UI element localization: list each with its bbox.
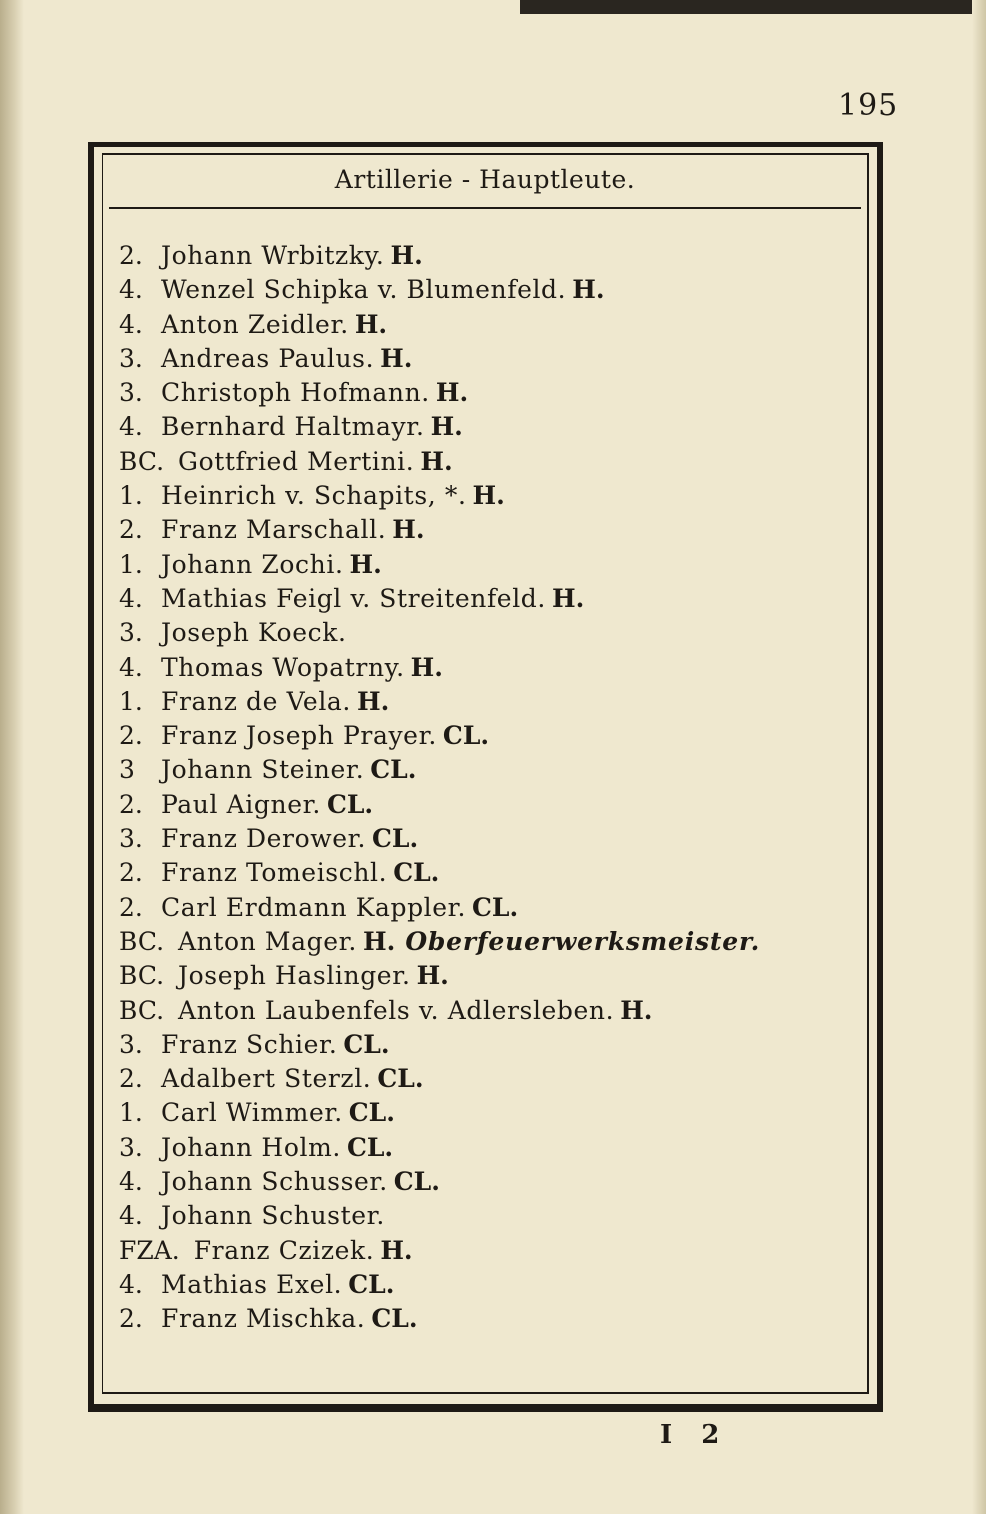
entry-rank: CL. <box>371 1304 418 1334</box>
entry-name: Franz de Vela. <box>161 686 351 716</box>
entry-rank: CL. <box>377 1064 424 1094</box>
entry-number: 3. <box>119 824 143 854</box>
entry-number: 4. <box>119 1269 143 1299</box>
entry-number: 2. <box>119 858 143 888</box>
list-item <box>119 445 857 479</box>
entry-number: 1. <box>119 481 143 511</box>
list-item <box>119 513 857 547</box>
list-item <box>119 308 857 342</box>
entry-rank: H. <box>430 412 463 442</box>
entry-rank: H. <box>390 241 423 270</box>
entry-number: BC. <box>119 995 165 1025</box>
list-item <box>119 925 857 959</box>
officer-list <box>119 239 857 1337</box>
entry-name: Anton Zeidler. <box>161 309 349 339</box>
list-item <box>119 1199 857 1233</box>
entry-name: Gottfried Mertini. <box>178 446 415 476</box>
entry-name: Joseph Haslinger. <box>178 961 411 991</box>
entry-rank: H. <box>620 995 653 1025</box>
list-item <box>119 891 857 925</box>
entry-name: Carl Erdmann Kappler. <box>161 892 467 922</box>
entry-number: 3. <box>119 343 143 373</box>
entry-rank: CL. <box>393 1167 440 1197</box>
list-item <box>119 788 857 822</box>
entry-rank: CL. <box>346 1132 394 1162</box>
entry-rank: CL. <box>348 1098 395 1128</box>
entry-name: Johann Holm. <box>161 1132 341 1162</box>
entry-rank: H. <box>392 515 425 545</box>
entry-rank: CL. <box>370 755 417 785</box>
entry-rank: H. <box>572 275 605 305</box>
entry-rank: H. <box>362 926 396 956</box>
list-item <box>119 685 857 719</box>
entry-name: Paul Aigner. <box>161 789 321 819</box>
entry-number: 1. <box>119 549 143 579</box>
list-item <box>119 410 857 444</box>
page-right-edge <box>972 0 986 1514</box>
entry-name: Franz Derower. <box>161 824 367 854</box>
list-item <box>119 616 857 650</box>
entry-name: Bernhard Haltmayr. <box>161 412 425 442</box>
entry-rank: H. <box>380 343 413 373</box>
entry-name: Johann Schuster. <box>161 1201 385 1231</box>
list-item <box>119 1131 857 1165</box>
list-item <box>119 822 857 856</box>
entry-number: 3. <box>119 1132 143 1162</box>
entry-number: 3. <box>119 618 143 648</box>
entry-rank: H. <box>472 481 505 511</box>
entry-name: Franz Mischka. <box>161 1304 366 1334</box>
table-frame <box>88 142 883 1412</box>
list-item <box>119 1234 857 1268</box>
entry-number: BC. <box>119 446 165 476</box>
list-item <box>119 994 857 1028</box>
entry-rank: CL. <box>372 824 419 854</box>
entry-number: 4. <box>119 652 143 682</box>
list-item <box>119 548 857 582</box>
entry-rank: H. <box>435 378 469 408</box>
entry-name: Anton Laubenfels v. Adlersleben. <box>178 995 615 1025</box>
list-item <box>119 856 857 890</box>
entry-number: 1. <box>119 686 143 716</box>
entry-rank: CL. <box>326 789 374 819</box>
entry-name: Franz Tomeischl. <box>161 858 388 888</box>
list-item <box>119 1028 857 1062</box>
entry-name: Franz Czizek. <box>193 1235 375 1265</box>
entry-name: Anton Mager. <box>178 926 357 956</box>
list-item <box>119 1165 857 1199</box>
list-item <box>119 273 857 307</box>
entry-number: 3. <box>119 378 143 408</box>
entry-name: Heinrich v. Schapits, *. <box>161 481 467 511</box>
list-item <box>119 1096 857 1130</box>
list-item <box>119 239 857 273</box>
entry-rank: CL. <box>442 721 490 751</box>
entry-rank: H. <box>410 652 443 682</box>
entry-name: Franz Schier. <box>161 1029 338 1059</box>
entry-number: 2. <box>119 1064 143 1094</box>
list-item <box>119 1062 857 1096</box>
entry-number: 2. <box>119 1304 143 1334</box>
entry-number: 2. <box>119 515 143 545</box>
entry-rank: CL. <box>343 1029 390 1059</box>
entry-number: 2. <box>119 892 143 922</box>
entry-name: Thomas Wopatrny. <box>161 652 405 682</box>
entry-number: 3 <box>119 755 135 785</box>
section-title: Artillerie - Hauptleute. <box>334 165 636 194</box>
entry-rank: H. <box>354 309 388 339</box>
entry-number: 4. <box>119 275 143 305</box>
entry-number: BC. <box>119 926 165 956</box>
list-item <box>119 342 857 376</box>
page-gutter <box>0 0 24 1514</box>
page-top-edge <box>520 0 986 14</box>
header-rule <box>109 207 861 209</box>
entry-name: Johann Steiner. <box>161 755 365 785</box>
entry-number: 4. <box>119 1201 143 1231</box>
entry-number: 2. <box>119 789 143 819</box>
entry-number: 4. <box>119 309 143 339</box>
list-item <box>119 479 857 513</box>
entry-number: 4. <box>119 583 143 613</box>
entry-number: BC. <box>119 961 165 991</box>
table-frame-inner <box>102 153 869 1394</box>
list-item <box>119 651 857 685</box>
entry-number: 3. <box>119 1029 143 1059</box>
entry-number: FZA. <box>119 1235 180 1265</box>
entry-rank: H. <box>349 549 382 579</box>
list-item <box>119 753 857 787</box>
entry-name: Johann Zochi. <box>161 549 344 579</box>
entry-rank: H. <box>416 961 449 991</box>
list-item <box>119 376 857 410</box>
entry-name: Christoph Hofmann. <box>161 378 430 408</box>
entry-rank: CL. <box>348 1269 395 1299</box>
list-item <box>119 582 857 616</box>
entry-name: Carl Wimmer. <box>161 1098 343 1128</box>
page-number: 195 <box>838 88 899 123</box>
entry-name: Joseph Koeck. <box>161 618 347 648</box>
entry-number: 1. <box>119 1098 143 1128</box>
entry-rank: H. <box>420 446 453 476</box>
list-item <box>119 1268 857 1302</box>
entry-name: Wenzel Schipka v. Blumenfeld. <box>161 275 567 305</box>
entry-note: Oberfeuerwerksmeister. <box>405 926 761 956</box>
entry-name: Adalbert Sterzl. <box>161 1064 372 1094</box>
entry-number: 2. <box>119 721 143 751</box>
entry-name: Mathias Exel. <box>161 1269 343 1299</box>
entry-name: Mathias Feigl v. Streitenfeld. <box>161 583 546 613</box>
entry-number: 2. <box>119 241 143 270</box>
entry-number: 4. <box>119 1167 143 1197</box>
entry-rank: H. <box>356 686 390 716</box>
entry-number: 4. <box>119 412 143 442</box>
entry-rank: H. <box>380 1235 413 1265</box>
entry-name: Franz Joseph Prayer. <box>161 721 437 751</box>
list-item <box>119 1302 857 1336</box>
entry-name: Franz Marschall. <box>161 515 387 545</box>
entry-name: Andreas Paulus. <box>161 343 375 373</box>
entry-rank: CL. <box>472 892 519 922</box>
list-item <box>119 959 857 993</box>
entry-name: Johann Schusser. <box>161 1167 388 1197</box>
entry-name: Johann Wrbitzky. <box>161 241 385 270</box>
entry-rank: CL. <box>393 858 440 888</box>
entry-rank: H. <box>551 583 585 613</box>
printer-signature: I 2 <box>660 1420 730 1450</box>
list-item <box>119 719 857 753</box>
